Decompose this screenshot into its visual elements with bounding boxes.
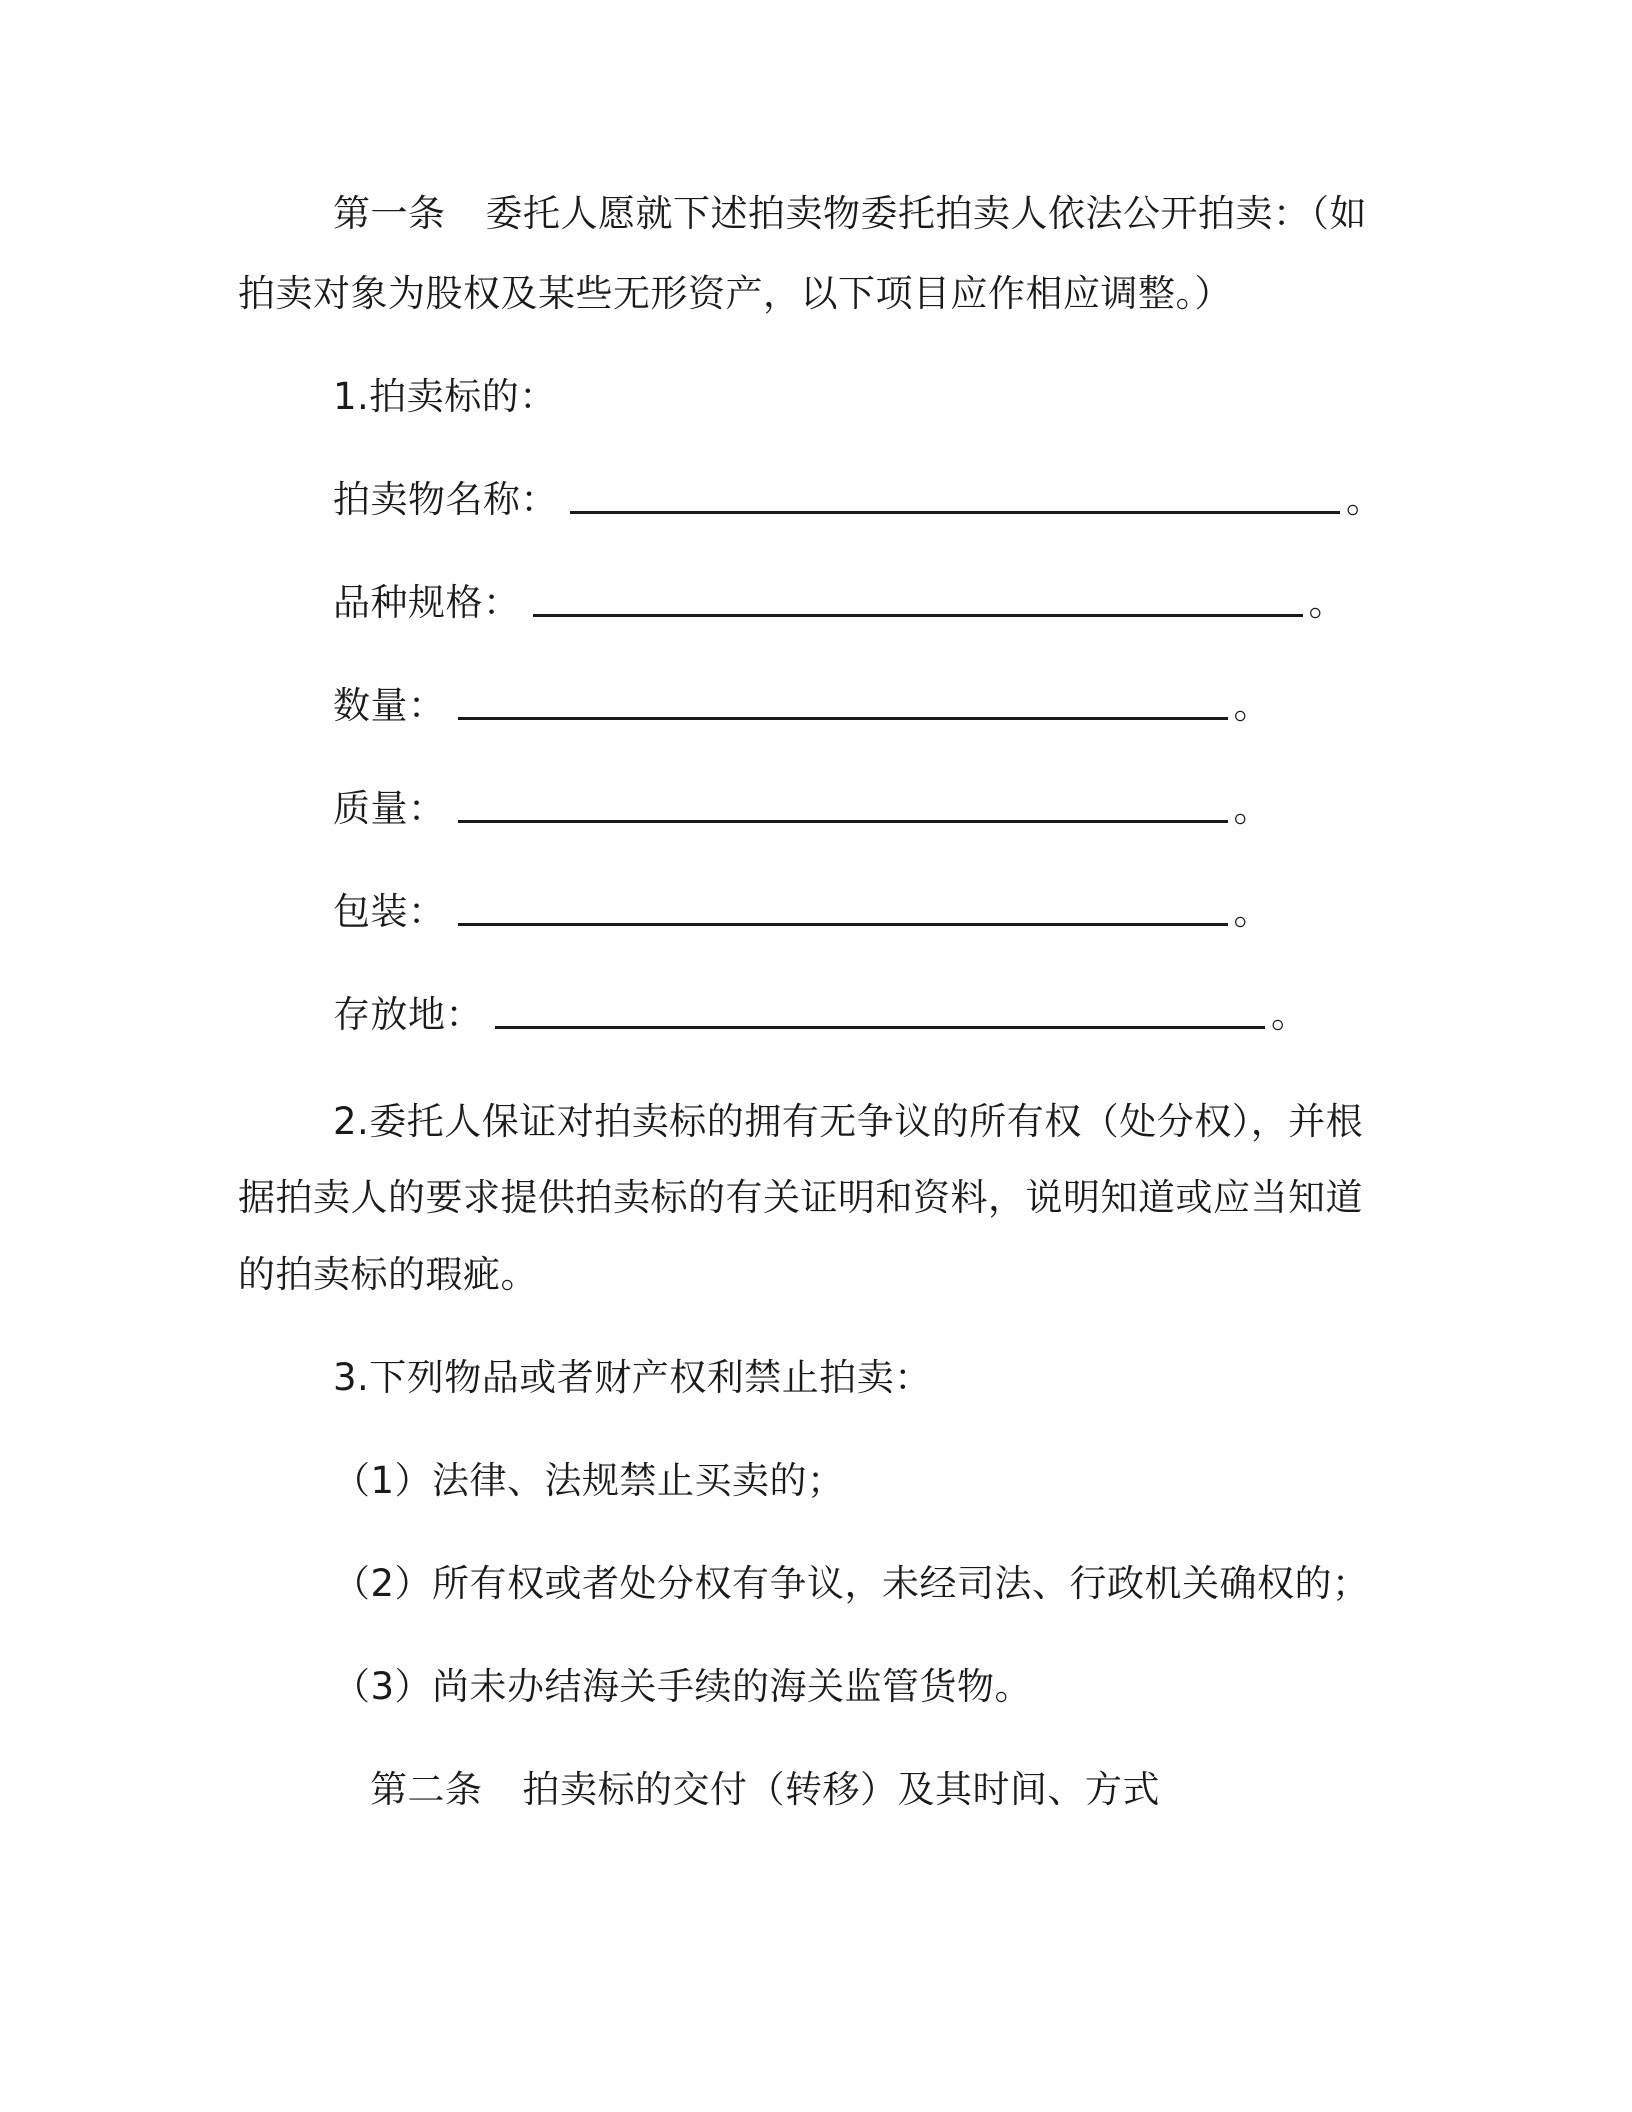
fill-blank[interactable] [533, 584, 1303, 617]
item-1-title: 1.拍卖标的： [333, 375, 557, 418]
prohibited-item-3: （3）尚未办结海关手续的海关监管货物。 [333, 1665, 1033, 1708]
article-1-line-1 [333, 192, 1367, 236]
article-1-intro-1: 委托人愿就下述拍卖物委托拍卖人依法公开拍卖：（如 [485, 192, 1367, 235]
field-packaging: 包装： 。 [333, 890, 1271, 933]
field-label: 拍卖物名称： [333, 478, 558, 521]
item-3-title: 3.下列物品或者财产权利禁止拍卖： [333, 1356, 932, 1399]
article-2-heading [370, 1768, 1160, 1812]
fill-blank[interactable] [458, 687, 1228, 720]
fill-blank[interactable] [570, 481, 1340, 514]
field-label: 质量： [333, 787, 446, 830]
article-1-number: 第一条 [333, 192, 446, 235]
field-item-name: 拍卖物名称： 。 [333, 478, 1384, 521]
fill-blank[interactable] [495, 996, 1265, 1029]
field-label: 品种规格： [333, 581, 521, 624]
prohibited-item-1: （1）法律、法规禁止买卖的； [333, 1459, 845, 1502]
fill-blank[interactable] [458, 893, 1228, 926]
item-2-line-1: 2.委托人保证对拍卖标的拥有无争议的所有权（处分权），并根 [333, 1100, 1364, 1143]
article-1-line-2: 拍卖对象为股权及某些无形资产，以下项目应作相应调整。） [238, 272, 1232, 315]
field-quantity: 数量： 。 [333, 684, 1271, 727]
field-label: 存放地： [333, 993, 483, 1036]
item-2-line-2: 据拍卖人的要求提供拍卖标的有关证明和资料，说明知道或应当知道 [238, 1176, 1363, 1219]
item-2-line-3: 的拍卖标的瑕疵。 [238, 1253, 538, 1296]
field-label: 包装： [333, 890, 446, 933]
field-label: 数量： [333, 684, 446, 727]
field-spec: 品种规格： 。 [333, 581, 1346, 624]
fill-blank[interactable] [458, 790, 1228, 823]
field-storage-location: 存放地： 。 [333, 993, 1309, 1036]
prohibited-item-2: （2）所有权或者处分权有争议，未经司法、行政机关确权的； [333, 1562, 1370, 1605]
article-2-title: 拍卖标的交付（转移）及其时间、方式 [522, 1768, 1160, 1811]
field-quality: 质量： 。 [333, 787, 1271, 830]
article-2-number: 第二条 [370, 1768, 483, 1811]
